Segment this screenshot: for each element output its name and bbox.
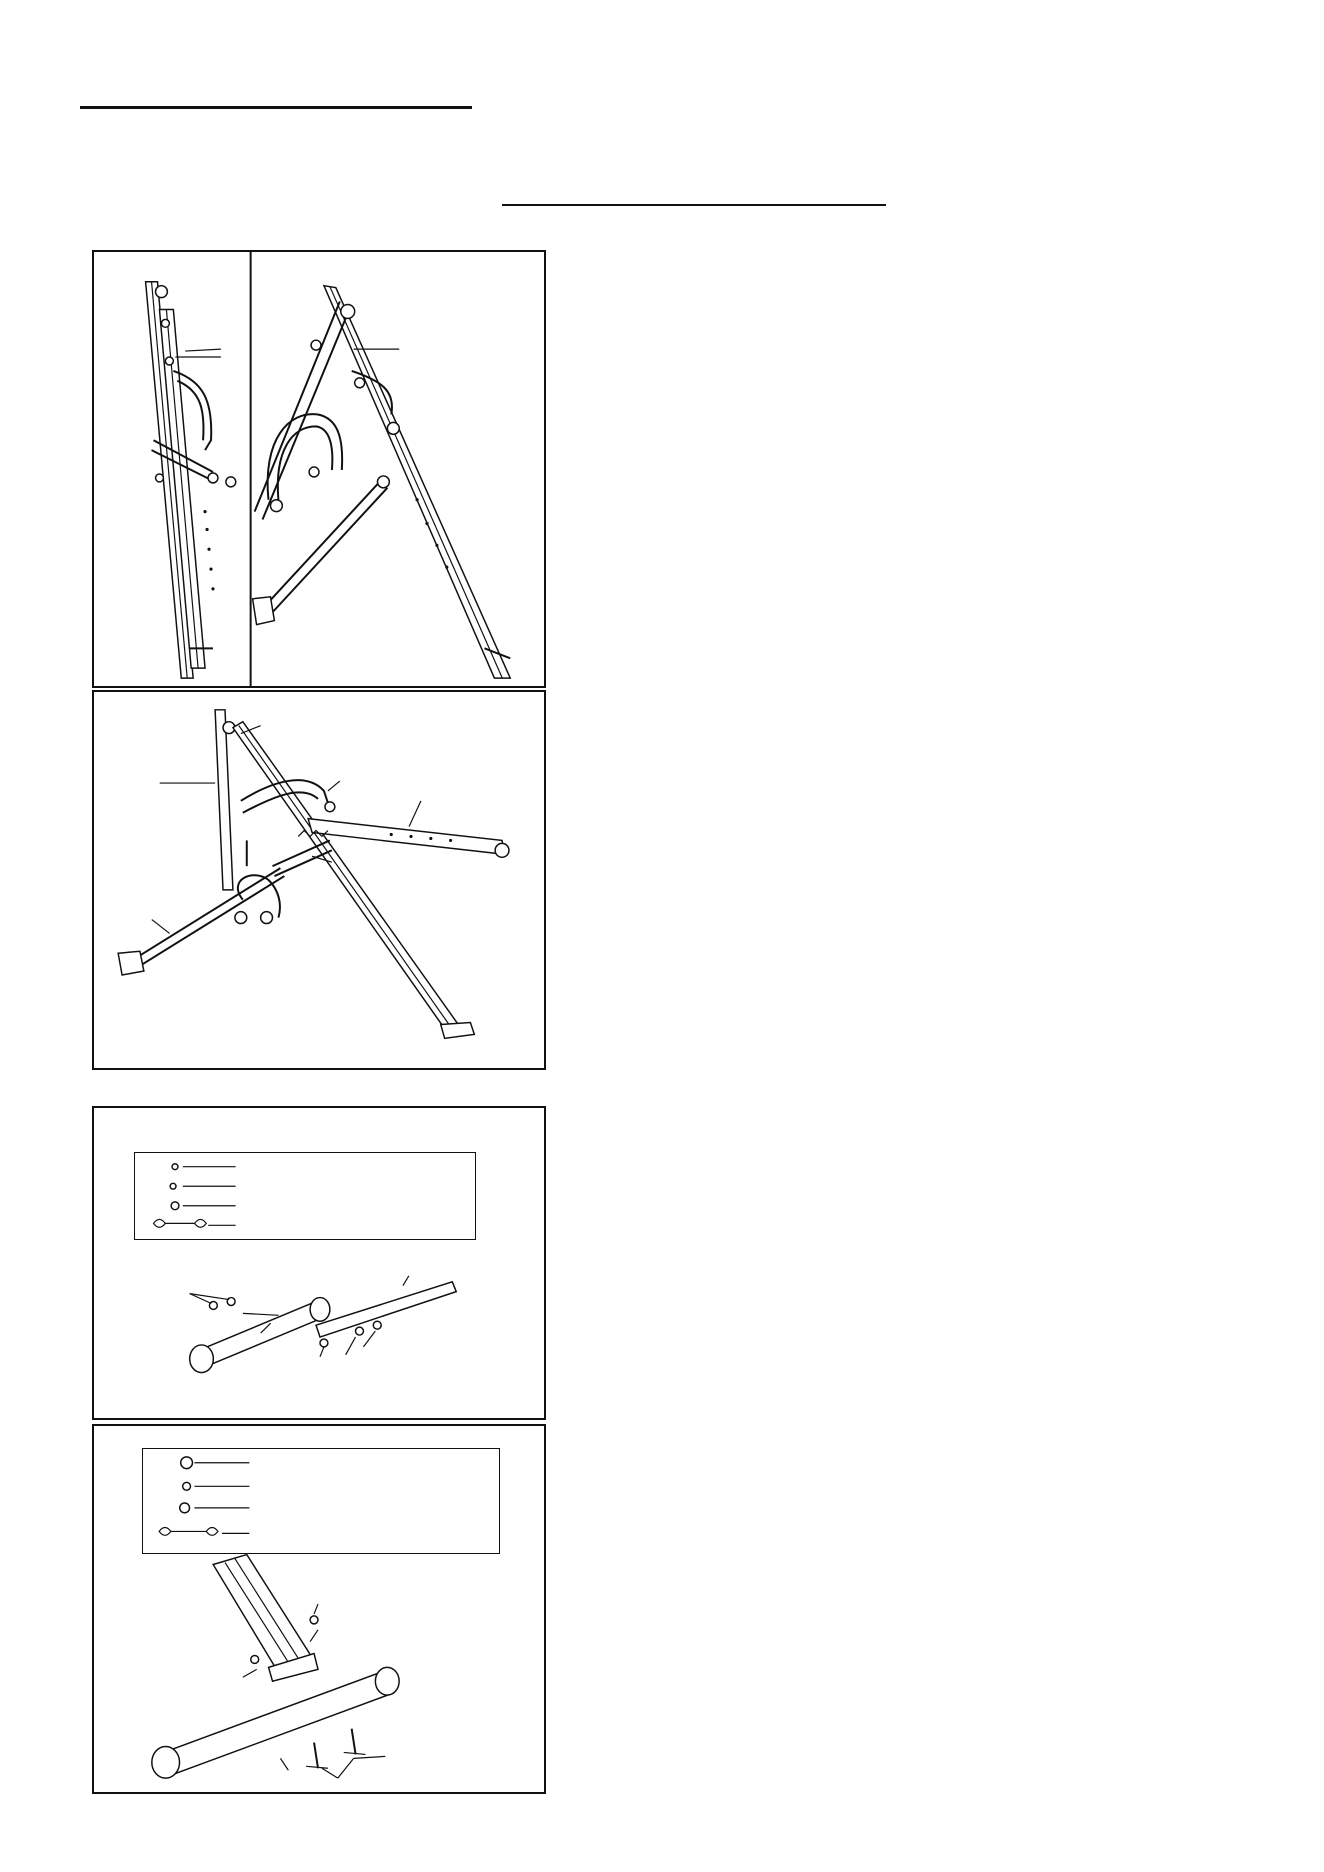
figure-folded-and-unfolding — [92, 250, 546, 688]
heading-underline — [80, 106, 472, 109]
hardware-legend — [142, 1448, 500, 1554]
washer-icon — [170, 1183, 176, 1189]
hardware-legend-illustration — [143, 1449, 499, 1553]
hardware-legend — [134, 1152, 476, 1240]
subheading-underline — [502, 204, 886, 206]
figure-front-stabilizer-hardware — [92, 1106, 546, 1420]
wrench-icon — [154, 1219, 207, 1227]
hardware-legend-illustration — [135, 1153, 475, 1239]
folded-frame-illustration — [94, 252, 544, 686]
wrench-icon — [159, 1527, 218, 1535]
figure-frame-assembled — [92, 690, 546, 1070]
cap-icon — [172, 1164, 178, 1170]
bolt-icon — [180, 1503, 190, 1513]
bolt-icon — [171, 1202, 179, 1210]
frame-assembled-illustration — [94, 692, 544, 1068]
washer-icon — [183, 1482, 191, 1490]
cap-icon — [181, 1457, 193, 1469]
figure-rear-stabilizer-hardware — [92, 1424, 546, 1794]
